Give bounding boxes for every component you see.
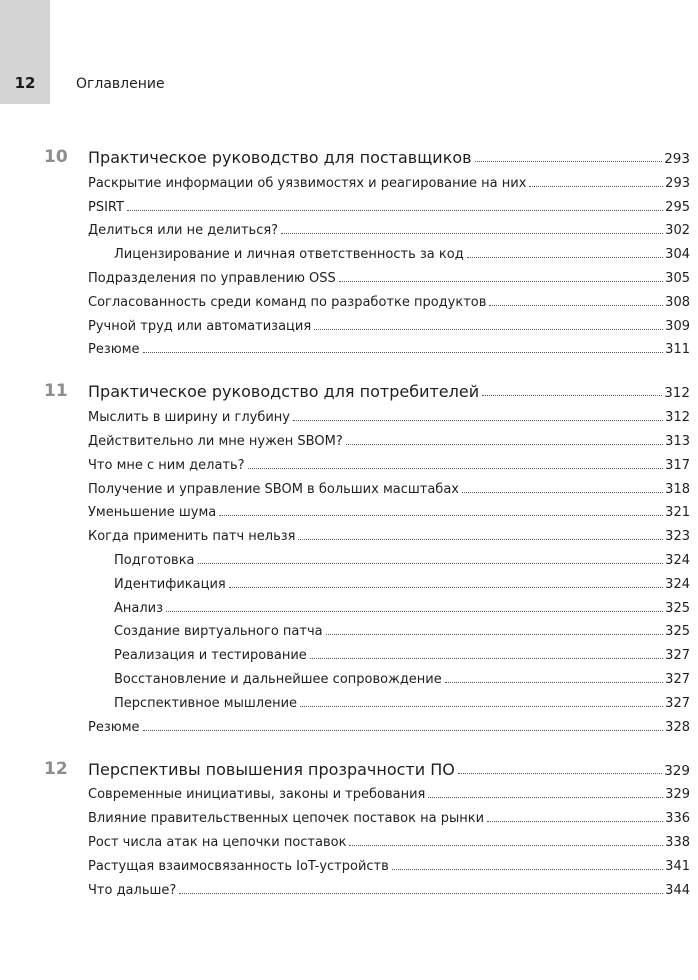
toc-entry[interactable] — [0, 290, 698, 314]
dot-leader — [346, 444, 663, 445]
dot-leader — [428, 797, 663, 798]
dot-leader — [529, 186, 663, 187]
dot-leader — [314, 329, 663, 330]
entry-page: 328 — [665, 719, 690, 735]
toc-subentry[interactable] — [0, 667, 698, 691]
entry-page: 324 — [665, 576, 690, 592]
dot-leader — [300, 706, 663, 707]
entry-page: 325 — [665, 600, 690, 616]
entry-page: 329 — [665, 787, 690, 803]
dot-leader — [462, 492, 663, 493]
toc-subentry[interactable] — [0, 548, 698, 572]
entry-page: 323 — [665, 529, 690, 545]
dot-leader — [293, 420, 663, 421]
chapter-title: Практическое руководство для потребителей — [88, 382, 480, 402]
entry-page: 318 — [665, 481, 690, 497]
dot-leader — [392, 869, 663, 870]
toc-subentry[interactable] — [0, 572, 698, 596]
dot-leader — [298, 539, 663, 540]
toc-entry[interactable] — [0, 783, 698, 807]
dot-leader — [326, 634, 664, 635]
toc-subentry[interactable] — [0, 620, 698, 644]
entry-page: 304 — [665, 247, 690, 263]
entry-title: Делиться или не делиться? — [88, 223, 279, 239]
entry-page: 309 — [665, 318, 690, 334]
dot-leader — [467, 257, 663, 258]
dot-leader — [349, 845, 663, 846]
entry-page: 312 — [665, 410, 690, 426]
entry-page: 302 — [665, 223, 690, 239]
toc-entry[interactable] — [0, 429, 698, 453]
toc-entry[interactable] — [0, 405, 698, 429]
toc-entry[interactable] — [0, 338, 698, 362]
entry-title: Действительно ли мне нужен SBOM? — [88, 433, 343, 449]
dot-leader — [219, 515, 663, 516]
toc-subentry[interactable] — [0, 691, 698, 715]
entry-title: Подготовка — [114, 552, 195, 568]
toc-chapter-11 — [0, 379, 698, 738]
entry-title: Растущая взаимосвязанность IoT-устройств — [88, 858, 389, 874]
entry-title: Анализ — [114, 600, 164, 616]
toc-entry[interactable] — [0, 453, 698, 477]
toc-entry[interactable] — [0, 501, 698, 525]
entry-page: 295 — [665, 199, 690, 215]
entry-title: Перспективное мышление — [114, 695, 298, 711]
entry-page: 311 — [665, 342, 690, 358]
chapter-page: 329 — [664, 762, 690, 779]
toc-entry[interactable] — [0, 195, 698, 219]
entry-title: Подразделения по управлению OSS — [88, 270, 336, 286]
entry-title: Что дальше? — [88, 882, 177, 898]
toc-entry[interactable] — [0, 715, 698, 739]
toc-chapter-10 — [0, 145, 698, 361]
entry-title: Мыслить в ширину и глубину — [88, 410, 290, 426]
dot-leader — [475, 161, 663, 162]
toc-entry[interactable] — [0, 830, 698, 854]
entry-page: 305 — [665, 270, 690, 286]
toc-chapter-12 — [0, 757, 698, 902]
toc-entry[interactable] — [0, 219, 698, 243]
dot-leader — [445, 682, 663, 683]
entry-title: Идентификация — [114, 576, 226, 592]
page-number: 12 — [14, 74, 36, 92]
chapter-page: 293 — [664, 151, 690, 167]
chapter-number: 11 — [44, 381, 68, 402]
table-of-contents — [0, 145, 698, 920]
dot-leader — [179, 893, 663, 894]
entry-page: 293 — [665, 175, 690, 191]
entry-page: 308 — [665, 294, 690, 310]
dot-leader — [482, 395, 662, 396]
toc-subentry[interactable] — [0, 643, 698, 667]
chapter-heading[interactable] — [0, 757, 698, 783]
dot-leader — [229, 587, 663, 588]
dot-leader — [166, 611, 663, 612]
dot-leader — [487, 821, 663, 822]
entry-page: 327 — [665, 671, 690, 687]
entry-title: Современные инициативы, законы и требования — [88, 787, 426, 803]
entry-title: Резюме — [88, 342, 140, 358]
entry-title: Рост числа атак на цепочки поставок — [88, 834, 347, 850]
running-title: Оглавление — [76, 76, 165, 92]
entry-page: 338 — [665, 834, 690, 850]
entry-page: 313 — [665, 433, 690, 449]
dot-leader — [458, 773, 662, 774]
entry-title: Восстановление и дальнейшее сопровождение — [114, 671, 442, 687]
entry-title: Лицензирование и личная ответственность за код — [114, 247, 464, 263]
toc-entry[interactable] — [0, 266, 698, 290]
entry-title: Когда применить патч нельзя — [88, 529, 296, 545]
chapter-title: Практическое руководство для поставщиков — [88, 148, 472, 167]
entry-title: Уменьшение шума — [88, 505, 217, 521]
toc-subentry[interactable] — [0, 242, 698, 266]
entry-title: Реализация и тестирование — [114, 648, 307, 664]
entry-title: Раскрытие информации об уязвимостях и реагирование на них — [88, 175, 527, 191]
entry-title: Резюме — [88, 719, 140, 735]
dot-leader — [248, 468, 664, 469]
toc-entry[interactable] — [0, 854, 698, 878]
toc-entry[interactable] — [0, 314, 698, 338]
entry-title: Согласованность среди команд по разработке продуктов — [88, 294, 487, 310]
toc-entry[interactable] — [0, 806, 698, 830]
entry-title: Создание виртуального патча — [114, 624, 323, 640]
entry-page: 317 — [665, 457, 690, 473]
chapter-title: Перспективы повышения прозрачности ПО — [88, 759, 455, 779]
chapter-page: 312 — [664, 385, 690, 402]
dot-leader — [143, 730, 664, 731]
dot-leader — [281, 233, 663, 234]
toc-entry[interactable] — [0, 171, 698, 195]
dot-leader — [198, 563, 664, 564]
entry-page: 327 — [665, 648, 690, 664]
toc-subentry[interactable] — [0, 596, 698, 620]
entry-page: 344 — [665, 882, 690, 898]
entry-page: 341 — [665, 858, 690, 874]
chapter-heading[interactable] — [0, 379, 698, 405]
dot-leader — [339, 281, 663, 282]
entry-title: Получение и управление SBOM в больших масштабах — [88, 481, 459, 497]
toc-entry[interactable] — [0, 878, 698, 902]
entry-page: 336 — [665, 811, 690, 827]
entry-title: PSIRT — [88, 199, 124, 215]
entry-title: Влияние правительственных цепочек поставок на рынки — [88, 811, 485, 827]
toc-entry[interactable] — [0, 477, 698, 501]
entry-page: 325 — [665, 624, 690, 640]
dot-leader — [489, 305, 663, 306]
dot-leader — [310, 658, 663, 659]
toc-entry[interactable] — [0, 524, 698, 548]
chapter-heading[interactable] — [0, 145, 698, 171]
chapter-number: 12 — [44, 758, 68, 779]
entry-page: 327 — [665, 695, 690, 711]
entry-page: 324 — [665, 552, 690, 568]
entry-title: Ручной труд или автоматизация — [88, 318, 312, 334]
entry-title: Что мне с ним делать? — [88, 457, 245, 473]
chapter-number: 10 — [44, 147, 68, 167]
entry-page: 321 — [665, 505, 690, 521]
dot-leader — [143, 352, 664, 353]
dot-leader — [127, 210, 663, 211]
